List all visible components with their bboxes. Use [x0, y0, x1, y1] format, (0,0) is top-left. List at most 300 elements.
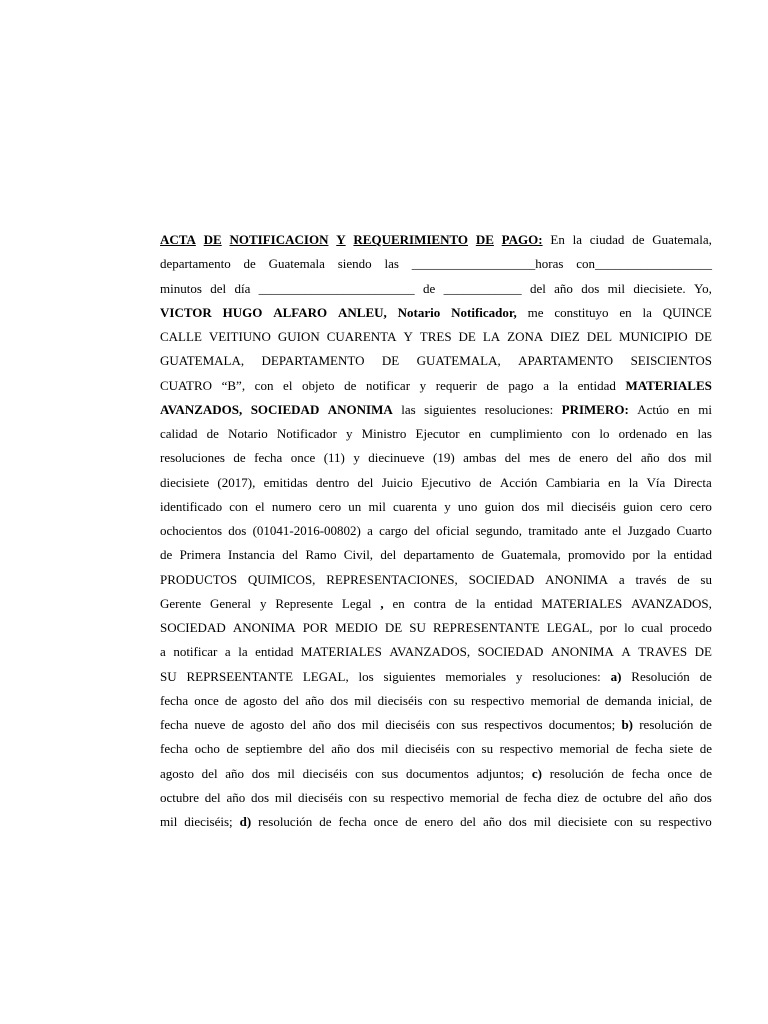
document-word: del [504, 450, 521, 466]
document-word: enero [579, 450, 609, 466]
document-word: (19) [433, 450, 455, 466]
document-word: y [419, 377, 427, 393]
document-word: resolución [549, 765, 604, 781]
document-word: Resolución [631, 668, 690, 684]
document-word: dieciséis [297, 789, 343, 805]
document-word: guion [623, 498, 653, 514]
document-word: Notario [397, 304, 441, 320]
document-word: PRODUCTOS [160, 571, 238, 587]
document-word: con [436, 717, 456, 732]
document-word: tramitado [528, 523, 579, 538]
document-word: AVANZADOS, [160, 401, 243, 417]
document-word: (01041-2016-00802) [252, 523, 361, 538]
document-word: Ejecutivo [421, 474, 471, 490]
document-word: de [481, 547, 494, 563]
document-line [160, 353, 712, 377]
document-word: fecha [160, 741, 189, 757]
document-word: identificado [160, 498, 223, 514]
document-word: siete [669, 741, 694, 757]
document-word: LEGAL, [302, 668, 349, 684]
document-word: del [204, 789, 221, 805]
document-word: TRAVES [638, 644, 688, 660]
document-word: En [550, 232, 565, 247]
document-word: agosto [160, 765, 194, 781]
document-word: y [345, 426, 353, 441]
document-line [160, 232, 712, 256]
document-word: el [283, 377, 293, 393]
document-word: mil [533, 814, 552, 829]
document-word: año [312, 717, 332, 732]
document-word: de [243, 256, 256, 272]
document-word: entidad [673, 547, 712, 563]
document-word: con__________________ [576, 256, 712, 272]
document-word: DE [203, 232, 222, 247]
document-word: las [401, 401, 416, 417]
document-word: año [669, 789, 688, 805]
document-line [160, 426, 712, 450]
document-word: ordenado [618, 426, 667, 441]
document-word: guion [484, 498, 515, 514]
document-word: de [405, 814, 418, 829]
document-word: ALFARO [273, 304, 328, 320]
document-word: cargo [379, 523, 408, 538]
document-word: con [355, 765, 374, 781]
document-word: de [224, 692, 238, 708]
document-word: su [453, 692, 465, 708]
document-word: el [255, 498, 265, 514]
document-word: ocho [194, 741, 220, 757]
document-word: memorial [449, 789, 500, 805]
document-word: dieciséis [571, 498, 616, 514]
document-word: constituyo [554, 304, 609, 320]
document-word: cuarenta [393, 498, 438, 514]
document-word: CUATRO [160, 377, 213, 393]
document-word: de [206, 426, 219, 441]
document-word: segundo, [475, 523, 523, 538]
document-word: dos [330, 692, 349, 708]
document-word: por [599, 620, 617, 635]
document-word: a [618, 571, 625, 587]
document-word: entidad [577, 377, 616, 393]
document-word: Primera [179, 547, 221, 563]
document-word: dos [693, 789, 712, 805]
document-word: año [640, 450, 660, 466]
document-word: dos [668, 450, 687, 466]
document-line [160, 644, 712, 668]
document-word: SOCIEDAD [250, 401, 320, 417]
document-word: la [558, 377, 568, 393]
document-word: con [254, 377, 274, 393]
document-word: y [353, 450, 360, 466]
document-word: mil [354, 692, 372, 708]
document-word: del [308, 741, 325, 757]
document-word: once [194, 692, 219, 708]
document-word: procedo [670, 620, 712, 635]
document-word: ANONIMA [550, 644, 614, 660]
document-word: a [224, 644, 231, 660]
document-line [160, 499, 712, 523]
document-word: de [699, 765, 712, 781]
document-word: Cuarto [676, 523, 712, 538]
document-word: VEITIUNO [208, 329, 271, 344]
document-word: documentos [405, 765, 469, 781]
document-word: y [444, 498, 451, 514]
document-word: agosto [243, 692, 278, 708]
document-word: PAGO: [501, 232, 543, 247]
document-word: Notificador [276, 426, 337, 441]
document-word: once [667, 765, 692, 781]
document-word: dos [521, 498, 540, 514]
document-word: fecha [160, 692, 189, 708]
document-word: SOCIEDAD [477, 644, 544, 660]
document-word: año [483, 814, 502, 829]
document-word: de [677, 571, 690, 587]
document-word: respectivo [499, 741, 554, 757]
document-word: año [331, 741, 350, 757]
document-word: ____________ [443, 280, 522, 296]
document-word: resoluciones: [532, 668, 601, 684]
document-word: mi [698, 401, 712, 417]
document-word: octubre [160, 789, 199, 805]
document-word: Represente [275, 595, 334, 611]
document-word: pago [508, 377, 534, 393]
document-word: de [486, 377, 499, 393]
document-line [160, 523, 712, 547]
document-word: MUNICIPIO [618, 329, 688, 344]
document-word: diez [557, 789, 579, 805]
document-word: MATERIALES [625, 377, 712, 393]
document-word: en [392, 595, 405, 611]
document-word: AVANZADOS, [631, 595, 712, 611]
document-word: NOTIFICACION [229, 232, 329, 247]
document-word: dos [356, 741, 375, 757]
document-word: mil [607, 280, 625, 296]
document-word: DIEZ [550, 329, 580, 344]
document-word: CUARENTA [326, 329, 397, 344]
document-word: dieciséis [302, 765, 348, 781]
document-line [160, 402, 712, 426]
document-word: SU [409, 620, 426, 635]
document-word: dieciséis; [184, 814, 233, 829]
document-word: respectivo [390, 789, 444, 805]
document-line [160, 620, 712, 644]
document-word: objeto [302, 377, 335, 393]
document-word: de [632, 232, 645, 247]
document-word: de [505, 789, 518, 805]
document-word: fecha [160, 717, 189, 732]
document-word: en [676, 426, 689, 441]
document-word: de [454, 595, 468, 611]
document-word: resoluciones [160, 450, 225, 466]
document-word: dieciséis [377, 692, 423, 708]
document-word: ZONA [507, 329, 544, 344]
document-word: de [699, 717, 712, 732]
document-word: de [423, 280, 436, 296]
document-word: GUATEMALA, [160, 353, 245, 369]
document-word: memorial [530, 692, 581, 708]
document-word: respectivos [484, 717, 543, 732]
document-word: día [234, 280, 251, 296]
document-word: dos [508, 814, 527, 829]
document-word: del [210, 280, 227, 296]
document-word: la [657, 547, 667, 563]
document-word: numero [271, 498, 312, 514]
document-word: del [201, 765, 218, 781]
document-word: QUIMICOS, [247, 571, 316, 587]
document-word: dentro [316, 474, 350, 490]
document-word: notificar [173, 644, 218, 660]
document-word: diecisiete. [633, 280, 686, 296]
document-word: su [373, 789, 385, 805]
document-word: fecha [523, 789, 552, 805]
document-word: ochocientos [160, 523, 223, 538]
document-word: “B”, [221, 377, 246, 393]
document-line [160, 475, 712, 499]
document-word: siendo [337, 256, 372, 272]
document-word: su [700, 571, 712, 587]
document-word: Y [403, 329, 413, 344]
document-word: ACTA [160, 232, 196, 247]
document-word: diecinueve [368, 450, 425, 466]
document-word: de [479, 474, 492, 490]
document-word: requerir [435, 377, 477, 393]
document-word: Actúo [637, 401, 670, 417]
document-word: dos [251, 789, 270, 805]
document-line [160, 450, 712, 474]
document-word: año [226, 789, 246, 805]
document-word: inicial, [657, 692, 694, 708]
document-word: de [558, 450, 571, 466]
document-word: ANLEU, [338, 304, 387, 320]
document-word: su [481, 741, 494, 757]
document-word: Guatemala, [501, 547, 561, 563]
document-word: Civil, [343, 547, 374, 563]
document-word: Vía [646, 474, 666, 490]
document-word: contra [413, 595, 447, 611]
document-word: a) [610, 668, 622, 684]
document-word: a [367, 523, 373, 538]
document-word: de [586, 692, 599, 708]
document-body [160, 232, 712, 838]
document-word: a [160, 644, 166, 660]
document-word: la [476, 595, 486, 611]
document-word: SEISCIENTOS [630, 353, 712, 369]
document-line [160, 693, 712, 717]
document-word: resoluciones: [484, 401, 554, 417]
document-word: su [639, 814, 652, 829]
document-word: mes [529, 450, 551, 466]
document-word: mil [368, 498, 386, 514]
document-word: dieciséis [404, 741, 450, 757]
document-word: me [527, 304, 544, 320]
document-line [160, 572, 712, 596]
document-word: en [619, 304, 632, 320]
document-word: ante [584, 523, 606, 538]
document-word: General [209, 595, 252, 611]
document-line [160, 547, 712, 571]
document-word: año [305, 692, 324, 708]
document-word: Cambiaria [545, 474, 600, 490]
document-word: de [319, 814, 332, 829]
document-word: entidad [255, 644, 294, 660]
document-word: Notario [228, 426, 268, 441]
document-word: cero [659, 498, 683, 514]
document-word: año [554, 280, 573, 296]
document-word: de [615, 741, 629, 757]
document-word: agosto [250, 717, 285, 732]
document-word: con [571, 426, 591, 441]
document-word: CALLE [160, 329, 202, 344]
document-word: MATERIALES [300, 644, 382, 660]
document-word: VICTOR [160, 304, 212, 320]
document-word: resolución [639, 717, 694, 732]
document-line [160, 596, 712, 620]
document-word: emitidas [263, 474, 308, 490]
document-word: diecisiete [160, 474, 210, 490]
document-line [160, 814, 712, 838]
document-word: ANONIMA [232, 620, 296, 635]
document-word: con [348, 789, 368, 805]
document-word: la [572, 232, 582, 247]
document-word: LA [482, 329, 501, 344]
document-word: sus [461, 717, 478, 732]
document-word: a [543, 377, 549, 393]
document-word: demanda [604, 692, 652, 708]
document-word: GUION [277, 329, 320, 344]
document-line [160, 329, 712, 353]
document-word: memorial [559, 741, 610, 757]
document-word: SU [160, 668, 177, 684]
document-word: Guatemala [268, 256, 325, 272]
document-word: DEPARTAMENTO [261, 353, 365, 369]
document-word: REPRESENTANTE [433, 620, 540, 635]
document-word: mil [694, 450, 712, 466]
document-word: siguientes [424, 401, 477, 417]
document-word: dos [251, 765, 270, 781]
document-line [160, 378, 712, 402]
document-word: Guatemala, [652, 232, 712, 247]
document-word: respectivo [470, 692, 525, 708]
document-word: de [699, 741, 712, 757]
document-word: ________________________ [258, 280, 415, 296]
document-word: MATERIALES [541, 595, 623, 611]
document-word: año [225, 765, 245, 781]
document-word: fecha [631, 765, 660, 781]
document-word: departamento [403, 547, 475, 563]
document-word: de [344, 377, 357, 393]
document-word: Ministro [361, 426, 407, 441]
document-word: de [699, 668, 712, 684]
document-word: MEDIO [335, 620, 378, 635]
document-word: del [282, 547, 299, 563]
document-word: respectivo [658, 814, 712, 829]
document-word: APARTAMENTO [518, 353, 614, 369]
document-word: del [357, 474, 374, 490]
document-word: resolución [258, 814, 313, 829]
document-line [160, 256, 712, 280]
document-word: con [229, 498, 249, 514]
document-word: lo [599, 426, 610, 441]
document-word: QUINCE [662, 304, 712, 320]
document-word: enero [424, 814, 454, 829]
document-word: y [259, 595, 267, 611]
document-word: notificar [366, 377, 411, 393]
document-word: mil [277, 765, 295, 781]
document-word: de [160, 547, 173, 563]
document-word: con [614, 814, 633, 829]
document-word: minutos [160, 280, 202, 296]
document-word: ambas [463, 450, 497, 466]
document-word: REQUERIMIENTO [353, 232, 469, 247]
document-word: adjuntos; [476, 765, 525, 781]
document-word: fecha [634, 741, 663, 757]
document-word: Juzgado [627, 523, 671, 538]
document-word: Notificador, [451, 304, 517, 320]
document-word: de [231, 717, 244, 732]
document-word: la [238, 644, 248, 660]
document-line [160, 790, 712, 814]
document-word: documentos; [548, 717, 616, 732]
document-word: del [290, 717, 307, 732]
document-word: calidad [160, 426, 198, 441]
document-word: once [373, 814, 399, 829]
document-word: dos [228, 523, 247, 538]
document-word: los [358, 668, 374, 684]
document-word: Juicio [381, 474, 413, 490]
document-word: once [290, 450, 316, 466]
document-word: promovido [568, 547, 626, 563]
document-word: GUATEMALA, [416, 353, 501, 369]
document-word: mil [160, 814, 178, 829]
document-word: mil [381, 741, 399, 757]
document-word: través [635, 571, 667, 587]
document-word: cual [641, 620, 663, 635]
document-word: las [384, 256, 399, 272]
document-word: ANONIMA [327, 401, 393, 417]
document-word: DE [384, 620, 403, 635]
document-line [160, 766, 712, 790]
document-word: mil [546, 498, 565, 514]
document-word: DEL [586, 329, 613, 344]
document-word: oficial [436, 523, 470, 538]
document-word: sus [381, 765, 399, 781]
document-word: del [283, 692, 300, 708]
document-word: de [233, 450, 246, 466]
document-word: del [616, 450, 633, 466]
document-word: AVANZADOS, [389, 644, 471, 660]
document-word: dos [337, 717, 356, 732]
document-word: del [647, 789, 664, 805]
document-word: ___________________horas [411, 256, 564, 272]
document-word: de [699, 692, 712, 708]
document-word: c) [531, 765, 542, 781]
document-word: SOCIEDAD [160, 620, 226, 635]
document-word: el [612, 523, 622, 538]
document-word: siguientes [383, 668, 436, 684]
document-word: diecisiete [558, 814, 608, 829]
document-word: de [226, 741, 239, 757]
document-word: DE [458, 329, 476, 344]
document-line [160, 305, 712, 329]
document-word: memoriales [445, 668, 507, 684]
document-word: (2017), [217, 474, 256, 490]
document-word: DE [381, 353, 400, 369]
document-line [160, 281, 712, 305]
document-word: de [611, 765, 624, 781]
document-word: HUGO [222, 304, 263, 320]
document-word: DE [475, 232, 494, 247]
document-word: cumplimiento [490, 426, 563, 441]
